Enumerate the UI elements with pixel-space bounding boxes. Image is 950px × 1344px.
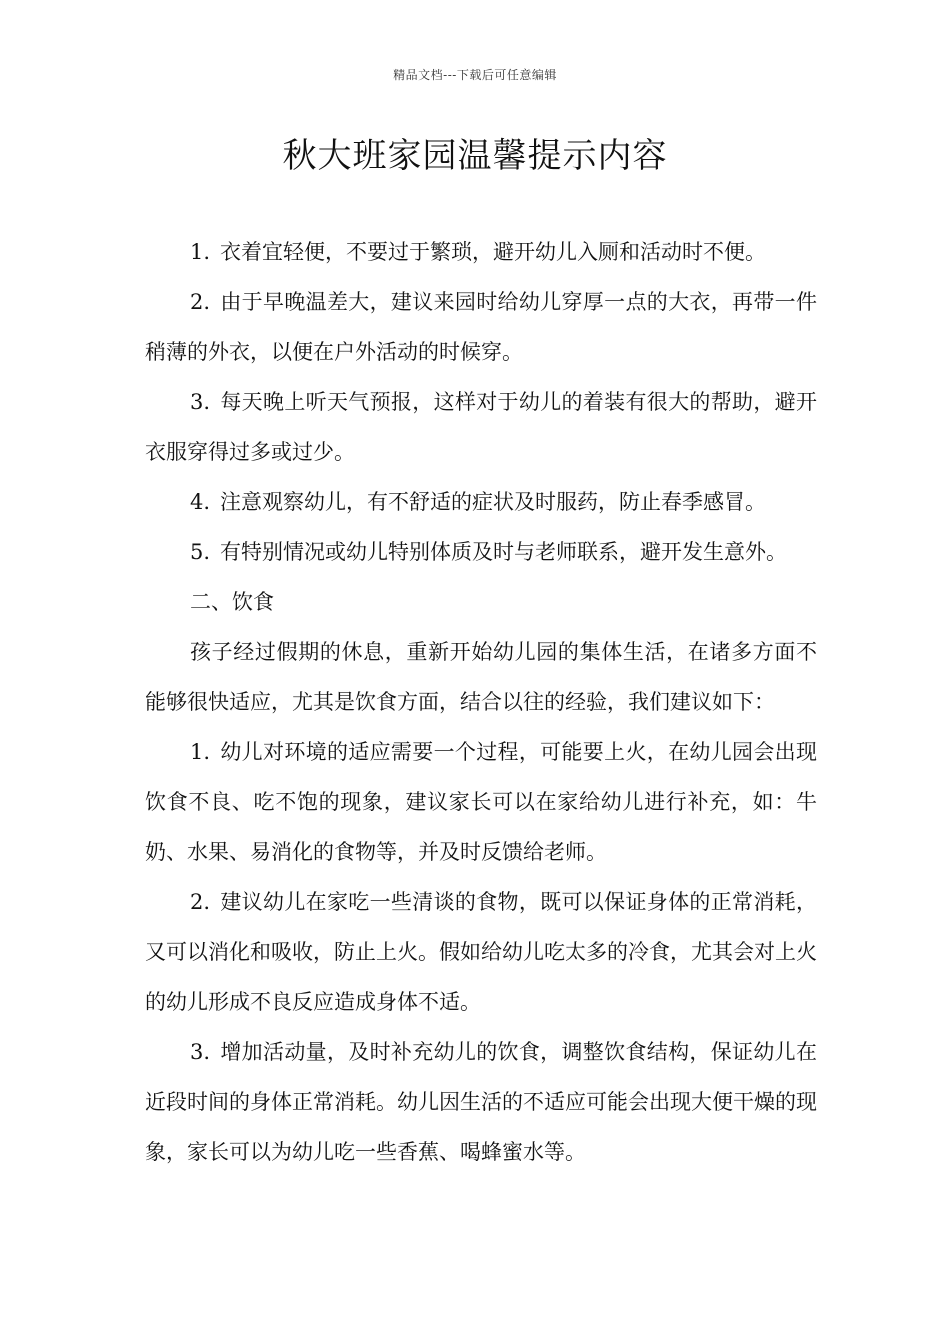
section-heading [145, 577, 817, 627]
paragraph-text: 衣着宜轻便，不要过于繁琐，避开幼儿入厕和活动时不便。 [220, 240, 767, 264]
paragraph [145, 1027, 817, 1177]
paragraph-text: 每天晚上听天气预报，这样对于幼儿的着装有很大的帮助，避开衣服穿得过多或过少。 [145, 390, 817, 464]
paragraph-number: 1. [190, 740, 211, 764]
paragraph-number: 3. [190, 1040, 211, 1064]
paragraph-number: 3. [190, 390, 211, 414]
paragraph-number: 5. [190, 540, 211, 564]
paragraph-number: 2. [190, 290, 211, 314]
paragraph [145, 477, 817, 527]
paragraph [145, 727, 817, 877]
paragraph-number: 1. [190, 240, 211, 264]
paragraph [145, 227, 817, 277]
paragraph-text: 注意观察幼儿，有不舒适的症状及时服药，防止春季感冒。 [220, 490, 767, 514]
paragraph-text: 由于早晚温差大，建议来园时给幼儿穿厚一点的大衣，再带一件稍薄的外衣，以便在户外活动的时候穿。 [145, 290, 817, 364]
paragraph-text: 幼儿对环境的适应需要一个过程，可能要上火，在幼儿园会出现饮食不良、吃不饱的现象，建议家长可以在家给幼儿进行补充，如：牛奶、水果、易消化的食物等，并及时反馈给老师。 [145, 740, 817, 864]
document-title: 秋大班家园温馨提示内容 [282, 136, 668, 176]
paragraph [145, 877, 817, 1027]
paragraph-number: 4. [190, 490, 211, 514]
paragraph [145, 377, 817, 477]
paragraph-text: 增加活动量，及时补充幼儿的饮食，调整饮食结构，保证幼儿在近段时间的身体正常消耗。幼儿因生活的不适应可能会出现大便干燥的现象，家长可以为幼儿吃一些香蕉、喝蜂蜜水等。 [145, 1040, 817, 1164]
paragraph-text: 有特别情况或幼儿特别体质及时与老师联系，避开发生意外。 [220, 540, 788, 564]
paragraph-text: 孩子经过假期的休息，重新开始幼儿园的集体生活，在诸多方面不能够很快适应，尤其是饮食方面，结合以往的经验，我们建议如下： [145, 640, 817, 714]
paragraph-text: 建议幼儿在家吃一些清谈的食物，既可以保证身体的正常消耗，又可以消化和吸收，防止上火。假如给幼儿吃太多的冷食，尤其会对上火的幼儿形成不良反应造成身体不适。 [145, 890, 817, 1014]
paragraph-number: 2. [190, 890, 211, 914]
paragraph [145, 527, 817, 577]
paragraph [145, 277, 817, 377]
paragraph [145, 627, 817, 727]
section-heading-text: 二、饮食 [190, 590, 274, 614]
header-note: 精品文档---下载后可任意编辑 [393, 68, 557, 82]
document-body [145, 227, 817, 1177]
